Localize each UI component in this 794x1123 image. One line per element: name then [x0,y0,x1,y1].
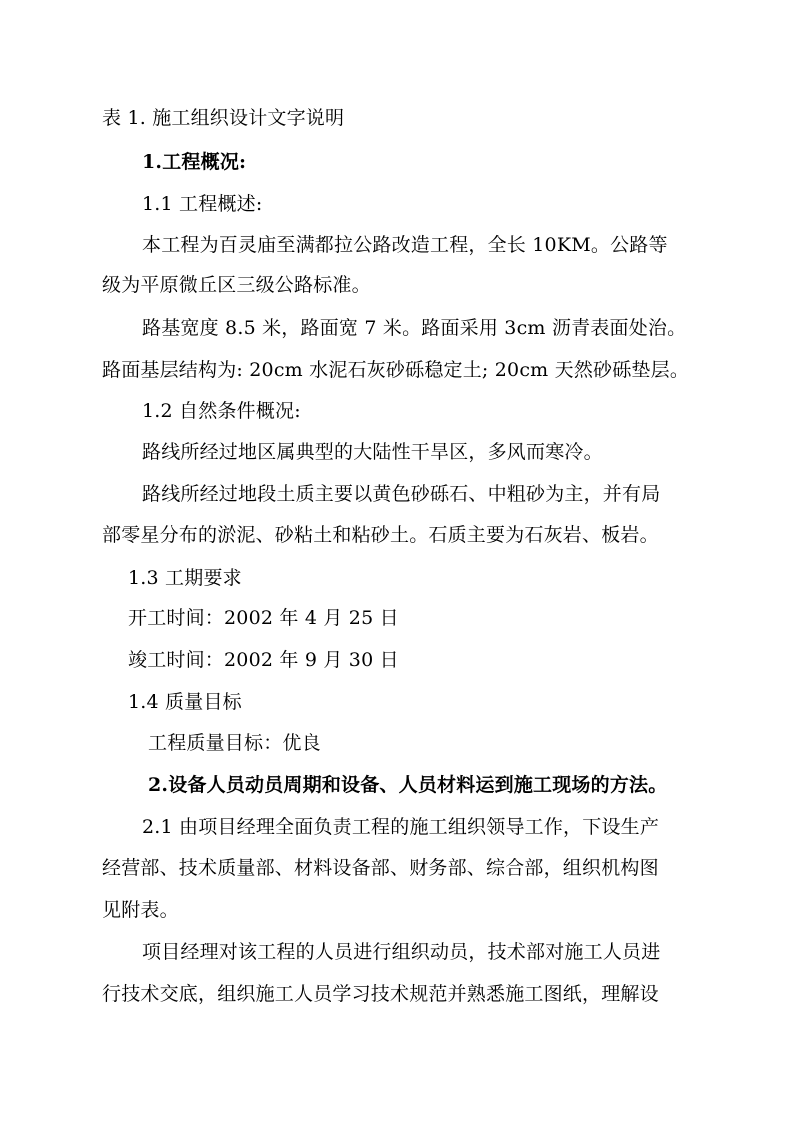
section-1-1-heading: 1.1 工程概述: [142,193,263,215]
overview-para-2-line-2: 路面基层结构为: 20cm 水泥石灰砂砾稳定土; 20cm 天然砂砾垫层。 [102,359,690,381]
section-2-para-1-line-1: 2.1 由项目经理全面负责工程的施工组织领导工作，下设生产 [142,816,660,838]
natural-para-2-line-1: 路线所经过地段土质主要以黄色砂砾石、中粗砂为主，并有局 [142,483,661,505]
quality-target: 工程质量目标：优良 [148,732,321,754]
natural-para-1: 路线所经过地区属典型的大陆性干旱区，多风而寒冷。 [142,441,603,463]
start-date: 开工时间：2002 年 4 月 25 日 [128,607,399,629]
section-2-para-1-line-2: 经营部、技术质量部、材料设备部、财务部、综合部，组织机构图 [102,857,659,879]
end-date: 竣工时间：2002 年 9 月 30 日 [128,649,399,671]
overview-para-2-line-1: 路基宽度 8.5 米，路面宽 7 米。路面采用 3cm 沥青表面处治。 [142,317,687,339]
section-1-2-heading: 1.2 自然条件概况: [142,400,301,422]
overview-para-1-line-2: 级为平原微丘区三级公路标准。 [102,274,371,296]
section-2-para-2-line-2: 行技术交底，组织施工人员学习技术规范并熟悉施工图纸，理解设 [102,983,659,1005]
section-1-3-heading: 1.3 工期要求 [128,567,242,589]
table-caption: 表 1. 施工组织设计文字说明 [102,107,345,129]
section-2-para-1-line-3: 见附表。 [102,899,179,921]
natural-para-2-line-2: 部零星分布的淤泥、砂粘土和粘砂土。石质主要为石灰岩、板岩。 [102,524,659,546]
overview-para-1-line-1: 本工程为百灵庙至满都拉公路改造工程，全长 10KM。公路等 [142,234,668,256]
section-2-para-2-line-1: 项目经理对该工程的人员进行组织动员，技术部对施工人员进 [142,941,661,963]
section-1-heading: 1.工程概况: [142,151,247,173]
section-2-heading: 2.设备人员动员周期和设备、人员材料运到施工现场的方法。 [148,774,668,796]
section-1-4-heading: 1.4 质量目标 [128,691,242,713]
